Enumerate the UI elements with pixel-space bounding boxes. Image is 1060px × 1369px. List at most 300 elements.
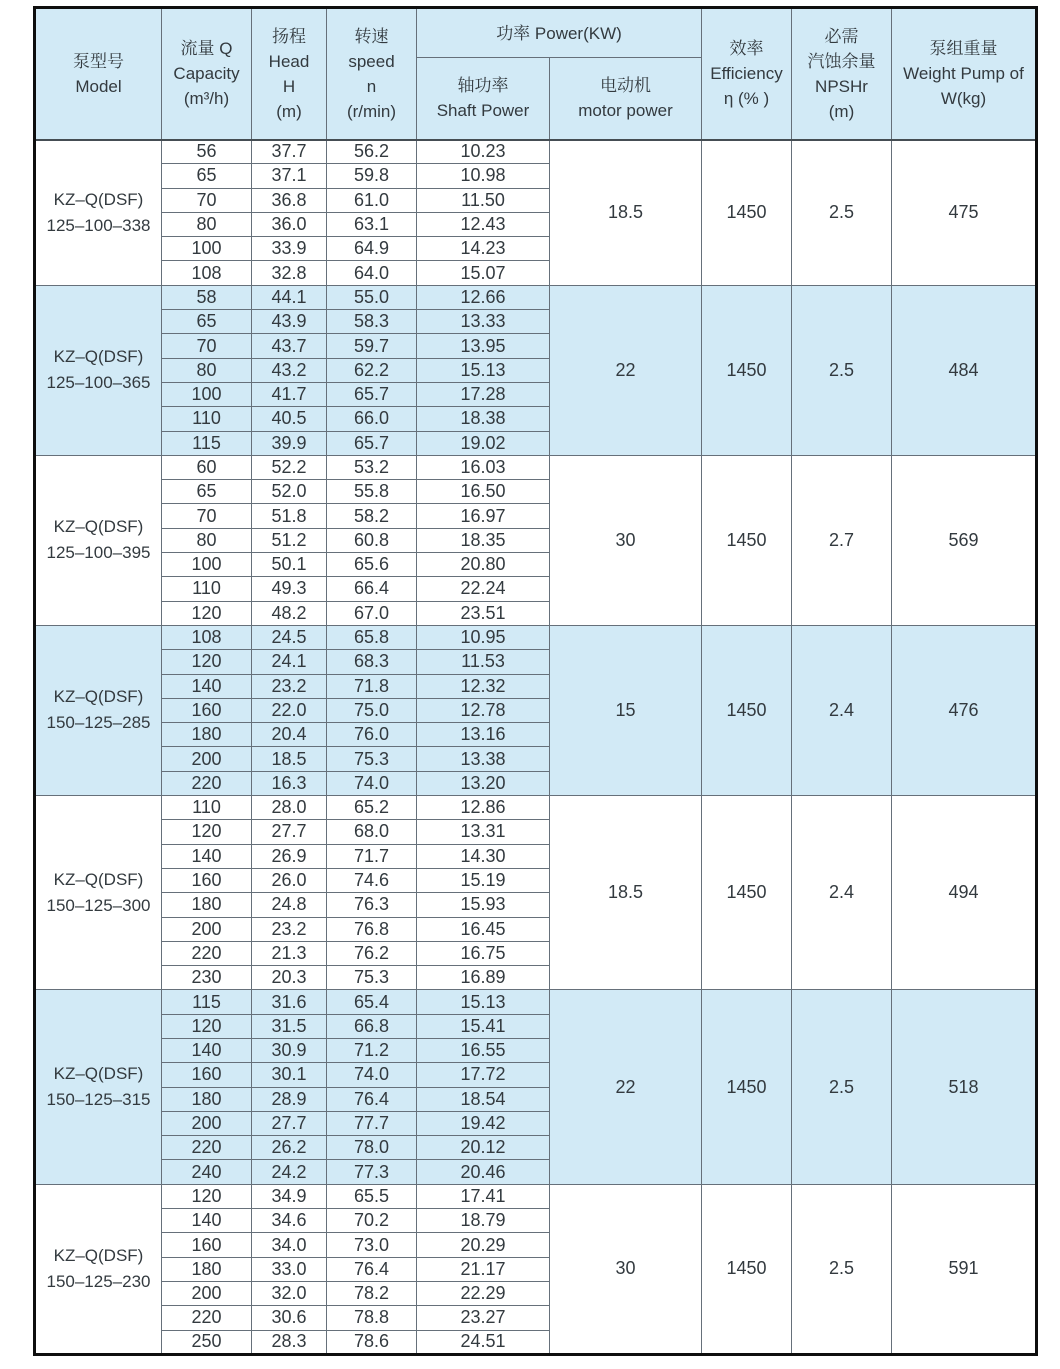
shaft-power-cell bbox=[417, 164, 550, 188]
shaft-power-cell-text: 16.75 bbox=[460, 942, 506, 963]
shaft-power-cell bbox=[417, 1014, 550, 1038]
head-cell-text: 43.7 bbox=[271, 335, 307, 356]
shaft-power-cell bbox=[417, 1111, 550, 1135]
speed-cell bbox=[327, 1136, 417, 1160]
npshr-cell-text: 2.4 bbox=[828, 882, 855, 903]
table-header bbox=[35, 8, 1037, 140]
header-head-zh: 扬程 bbox=[272, 26, 306, 46]
shaft-power-cell bbox=[417, 358, 550, 382]
shaft-power-cell-text: 20.46 bbox=[460, 1161, 506, 1182]
shaft-power-cell-text: 17.72 bbox=[460, 1064, 506, 1085]
head-cell-text: 24.2 bbox=[271, 1161, 307, 1182]
capacity-cell bbox=[162, 1063, 252, 1087]
capacity-cell bbox=[162, 382, 252, 406]
capacity-cell-text: 120 bbox=[191, 651, 222, 672]
head-cell-text: 16.3 bbox=[271, 772, 307, 793]
speed-cell-text: 59.7 bbox=[353, 335, 390, 356]
capacity-cell-text: 240 bbox=[191, 1161, 222, 1182]
header-speed-unit: (r/min) bbox=[346, 101, 397, 121]
speed-cell bbox=[327, 140, 417, 164]
capacity-cell-text: 110 bbox=[192, 408, 221, 429]
speed-cell-text: 67.0 bbox=[353, 602, 390, 623]
speed-cell-text: 66.4 bbox=[353, 578, 390, 599]
capacity-cell bbox=[162, 820, 252, 844]
head-cell bbox=[252, 480, 327, 504]
header-motor-power bbox=[550, 58, 702, 140]
npshr-cell bbox=[792, 285, 892, 455]
speed-cell bbox=[327, 285, 417, 309]
capacity-cell bbox=[162, 1184, 252, 1208]
weight-cell bbox=[892, 1184, 1037, 1354]
speed-cell-text: 75.3 bbox=[353, 967, 390, 988]
shaft-power-cell bbox=[417, 747, 550, 771]
speed-cell-text: 76.2 bbox=[353, 942, 390, 963]
shaft-power-cell-text: 18.38 bbox=[460, 408, 506, 429]
speed-cell bbox=[327, 674, 417, 698]
capacity-cell-text: 120 bbox=[191, 1015, 222, 1036]
table-row bbox=[35, 1184, 1037, 1208]
speed-cell-text: 65.6 bbox=[353, 554, 390, 575]
speed-cell bbox=[327, 237, 417, 261]
table-row bbox=[35, 140, 1037, 164]
capacity-cell-text: 65 bbox=[196, 165, 217, 186]
head-cell bbox=[252, 1209, 327, 1233]
head-cell-text: 22.0 bbox=[271, 699, 307, 720]
shaft-power-cell bbox=[417, 650, 550, 674]
speed-cell-text: 77.7 bbox=[353, 1113, 390, 1134]
head-cell bbox=[252, 504, 327, 528]
capacity-cell bbox=[162, 1257, 252, 1281]
speed-cell bbox=[327, 601, 417, 625]
npshr-cell-text: 2.4 bbox=[828, 699, 855, 720]
header-npshr-unit: (m) bbox=[828, 101, 855, 121]
head-cell-text: 20.3 bbox=[271, 967, 307, 988]
shaft-power-cell bbox=[417, 698, 550, 722]
capacity-cell bbox=[162, 188, 252, 212]
shaft-power-cell bbox=[417, 310, 550, 334]
capacity-cell-text: 220 bbox=[191, 1307, 222, 1328]
capacity-cell-text: 110 bbox=[192, 797, 221, 818]
weight-cell bbox=[892, 140, 1037, 286]
model-cell-text: KZ–Q(DSF) bbox=[53, 347, 144, 367]
capacity-cell-text: 58 bbox=[196, 286, 217, 307]
capacity-cell bbox=[162, 990, 252, 1014]
shaft-power-cell-text: 10.98 bbox=[460, 165, 506, 186]
head-cell bbox=[252, 747, 327, 771]
capacity-cell-text: 108 bbox=[191, 627, 222, 648]
shaft-power-cell-text: 16.89 bbox=[460, 967, 506, 988]
speed-cell-text: 71.7 bbox=[353, 845, 390, 866]
speed-cell-text: 65.8 bbox=[353, 627, 390, 648]
shaft-power-cell bbox=[417, 1209, 550, 1233]
capacity-cell bbox=[162, 1087, 252, 1111]
speed-cell-text: 59.8 bbox=[353, 165, 390, 186]
efficiency-cell bbox=[702, 1184, 792, 1354]
speed-cell-text: 71.2 bbox=[353, 1040, 390, 1061]
header-weight bbox=[892, 8, 1037, 140]
head-cell-text: 24.1 bbox=[271, 651, 307, 672]
weight-cell bbox=[892, 625, 1037, 795]
weight-cell-text: 484 bbox=[948, 359, 979, 380]
shaft-power-cell-text: 20.80 bbox=[460, 554, 506, 575]
capacity-cell bbox=[162, 893, 252, 917]
model-cell bbox=[35, 285, 162, 455]
motor-power-cell-text: 30 bbox=[615, 529, 636, 550]
header-speed-zh: 转速 bbox=[354, 26, 389, 46]
speed-cell-text: 73.0 bbox=[353, 1234, 390, 1255]
speed-cell-text: 65.7 bbox=[353, 432, 390, 453]
head-cell-text: 51.2 bbox=[271, 529, 307, 550]
efficiency-cell-text: 1450 bbox=[726, 359, 767, 380]
capacity-cell bbox=[162, 164, 252, 188]
head-cell bbox=[252, 650, 327, 674]
capacity-cell bbox=[162, 140, 252, 164]
shaft-power-cell-text: 12.78 bbox=[460, 699, 506, 720]
head-cell-text: 18.5 bbox=[271, 748, 307, 769]
model-cell-text: KZ–Q(DSF) bbox=[53, 1064, 144, 1084]
capacity-cell-text: 120 bbox=[191, 1185, 222, 1206]
speed-cell-text: 78.6 bbox=[353, 1331, 390, 1352]
capacity-cell-text: 115 bbox=[192, 432, 221, 453]
header-weight-unit: W(kg) bbox=[940, 89, 987, 109]
shaft-power-cell bbox=[417, 212, 550, 236]
motor-power-cell-text: 18.5 bbox=[607, 202, 644, 223]
header-efficiency-unit: η (% ) bbox=[723, 89, 770, 109]
speed-cell-text: 75.3 bbox=[353, 748, 390, 769]
capacity-cell-text: 200 bbox=[191, 1113, 222, 1134]
shaft-power-cell-text: 13.31 bbox=[460, 821, 506, 842]
speed-cell bbox=[327, 164, 417, 188]
speed-cell bbox=[327, 990, 417, 1014]
head-cell bbox=[252, 1087, 327, 1111]
npshr-cell bbox=[792, 1184, 892, 1354]
capacity-cell-text: 200 bbox=[191, 918, 222, 939]
head-cell bbox=[252, 674, 327, 698]
speed-cell bbox=[327, 966, 417, 990]
capacity-cell bbox=[162, 310, 252, 334]
head-cell bbox=[252, 625, 327, 649]
speed-cell-text: 66.0 bbox=[353, 408, 390, 429]
head-cell-text: 43.9 bbox=[271, 311, 307, 332]
efficiency-cell-text: 1450 bbox=[726, 529, 767, 550]
head-cell-text: 33.9 bbox=[271, 238, 307, 259]
head-cell-text: 30.6 bbox=[271, 1307, 307, 1328]
speed-cell bbox=[327, 577, 417, 601]
head-cell bbox=[252, 212, 327, 236]
head-cell-text: 51.8 bbox=[271, 505, 307, 526]
shaft-power-cell bbox=[417, 334, 550, 358]
capacity-cell-text: 100 bbox=[191, 384, 222, 405]
head-cell bbox=[252, 820, 327, 844]
header-model bbox=[35, 8, 162, 140]
shaft-power-cell bbox=[417, 1184, 550, 1208]
efficiency-cell bbox=[702, 990, 792, 1184]
speed-cell-text: 58.3 bbox=[353, 311, 390, 332]
capacity-cell bbox=[162, 553, 252, 577]
speed-cell-text: 74.6 bbox=[353, 870, 390, 891]
motor-power-cell bbox=[550, 1184, 702, 1354]
speed-cell-text: 61.0 bbox=[353, 189, 390, 210]
capacity-cell-text: 140 bbox=[191, 845, 222, 866]
capacity-cell bbox=[162, 334, 252, 358]
head-cell bbox=[252, 358, 327, 382]
capacity-cell-text: 160 bbox=[191, 1064, 222, 1085]
shaft-power-cell bbox=[417, 1330, 550, 1354]
table-row bbox=[35, 625, 1037, 649]
header-speed-symbol: n bbox=[366, 76, 377, 96]
speed-cell bbox=[327, 698, 417, 722]
speed-cell bbox=[327, 407, 417, 431]
header-motor-zh: 电动机 bbox=[600, 76, 651, 96]
head-cell bbox=[252, 1014, 327, 1038]
capacity-cell-text: 100 bbox=[191, 554, 222, 575]
head-cell bbox=[252, 577, 327, 601]
shaft-power-cell bbox=[417, 844, 550, 868]
speed-cell bbox=[327, 1257, 417, 1281]
header-efficiency-en: Efficiency bbox=[710, 64, 783, 84]
shaft-power-cell bbox=[417, 577, 550, 601]
shaft-power-cell bbox=[417, 820, 550, 844]
speed-cell bbox=[327, 1209, 417, 1233]
efficiency-cell bbox=[702, 455, 792, 625]
shaft-power-cell bbox=[417, 966, 550, 990]
speed-cell-text: 78.0 bbox=[353, 1137, 390, 1158]
capacity-cell bbox=[162, 1111, 252, 1135]
npshr-cell bbox=[792, 140, 892, 286]
shaft-power-cell-text: 20.29 bbox=[460, 1234, 506, 1255]
header-head-symbol: H bbox=[282, 76, 296, 96]
speed-cell-text: 76.8 bbox=[353, 918, 390, 939]
shaft-power-cell-text: 12.66 bbox=[460, 286, 506, 307]
shaft-power-cell-text: 19.02 bbox=[460, 432, 506, 453]
speed-cell-text: 75.0 bbox=[353, 699, 390, 720]
speed-cell bbox=[327, 358, 417, 382]
shaft-power-cell-text: 13.95 bbox=[460, 335, 506, 356]
speed-cell bbox=[327, 771, 417, 795]
shaft-power-cell-text: 22.29 bbox=[460, 1283, 506, 1304]
speed-cell bbox=[327, 212, 417, 236]
head-cell-text: 48.2 bbox=[271, 602, 307, 623]
shaft-power-cell bbox=[417, 1257, 550, 1281]
head-cell bbox=[252, 382, 327, 406]
capacity-cell-text: 120 bbox=[191, 821, 222, 842]
header-speed-en: speed bbox=[348, 51, 395, 71]
head-cell-text: 20.4 bbox=[271, 724, 307, 745]
speed-cell bbox=[327, 1111, 417, 1135]
speed-cell bbox=[327, 1063, 417, 1087]
head-cell bbox=[252, 1233, 327, 1257]
head-cell bbox=[252, 164, 327, 188]
head-cell-text: 26.9 bbox=[271, 845, 307, 866]
shaft-power-cell bbox=[417, 553, 550, 577]
speed-cell bbox=[327, 1087, 417, 1111]
head-cell-text: 36.0 bbox=[271, 214, 307, 235]
model-cell-text: KZ–Q(DSF) bbox=[53, 1245, 144, 1265]
shaft-power-cell bbox=[417, 1063, 550, 1087]
speed-cell bbox=[327, 796, 417, 820]
capacity-cell bbox=[162, 577, 252, 601]
speed-cell-text: 68.0 bbox=[353, 821, 390, 842]
weight-cell-text: 569 bbox=[948, 529, 979, 550]
npshr-cell-text: 2.5 bbox=[828, 359, 855, 380]
shaft-power-cell-text: 13.20 bbox=[460, 772, 506, 793]
efficiency-cell bbox=[702, 285, 792, 455]
shaft-power-cell-text: 24.51 bbox=[460, 1331, 506, 1352]
motor-power-cell-text: 22 bbox=[615, 359, 636, 380]
capacity-cell-text: 80 bbox=[196, 214, 217, 235]
shaft-power-cell-text: 20.12 bbox=[460, 1137, 506, 1158]
head-cell-text: 52.2 bbox=[271, 457, 307, 477]
speed-cell bbox=[327, 334, 417, 358]
shaft-power-cell-text: 15.13 bbox=[460, 359, 506, 380]
capacity-cell-text: 80 bbox=[196, 529, 217, 550]
capacity-cell bbox=[162, 917, 252, 941]
capacity-cell-text: 140 bbox=[191, 1210, 222, 1231]
shaft-power-cell bbox=[417, 601, 550, 625]
model-cell bbox=[35, 140, 162, 286]
shaft-power-cell bbox=[417, 893, 550, 917]
head-cell-text: 23.2 bbox=[271, 918, 307, 939]
shaft-power-cell bbox=[417, 237, 550, 261]
weight-cell bbox=[892, 285, 1037, 455]
head-cell-text: 50.1 bbox=[271, 554, 307, 575]
shaft-power-cell-text: 11.50 bbox=[461, 189, 505, 210]
table-row bbox=[35, 796, 1037, 820]
shaft-power-cell-text: 17.41 bbox=[460, 1185, 506, 1206]
shaft-power-cell-text: 19.42 bbox=[460, 1113, 506, 1134]
head-cell bbox=[252, 188, 327, 212]
shaft-power-cell-text: 21.17 bbox=[460, 1258, 506, 1279]
capacity-cell-text: 220 bbox=[191, 1137, 222, 1158]
motor-power-cell bbox=[550, 455, 702, 625]
shaft-power-cell-text: 16.03 bbox=[460, 457, 506, 477]
capacity-cell bbox=[162, 674, 252, 698]
model-cell bbox=[35, 990, 162, 1184]
shaft-power-cell bbox=[417, 431, 550, 455]
head-cell-text: 28.9 bbox=[271, 1088, 307, 1109]
model-cell-text: KZ–Q(DSF) bbox=[53, 517, 144, 537]
shaft-power-cell bbox=[417, 407, 550, 431]
head-cell bbox=[252, 917, 327, 941]
head-cell bbox=[252, 1281, 327, 1305]
speed-cell-text: 74.0 bbox=[353, 1064, 390, 1085]
header-weight-zh: 泵组重量 bbox=[929, 39, 998, 59]
shaft-power-cell bbox=[417, 140, 550, 164]
head-cell bbox=[252, 990, 327, 1014]
capacity-cell-text: 56 bbox=[196, 141, 217, 162]
shaft-power-cell-text: 15.19 bbox=[460, 870, 506, 891]
speed-cell-text: 66.8 bbox=[353, 1015, 390, 1036]
shaft-power-cell bbox=[417, 625, 550, 649]
speed-cell-text: 74.0 bbox=[353, 772, 390, 793]
head-cell bbox=[252, 966, 327, 990]
capacity-cell bbox=[162, 358, 252, 382]
shaft-power-cell-text: 18.79 bbox=[460, 1210, 506, 1231]
shaft-power-cell bbox=[417, 868, 550, 892]
capacity-cell-text: 100 bbox=[191, 238, 222, 259]
head-cell bbox=[252, 698, 327, 722]
table-row bbox=[35, 990, 1037, 1014]
capacity-cell bbox=[162, 480, 252, 504]
efficiency-cell-text: 1450 bbox=[726, 1258, 767, 1279]
efficiency-cell bbox=[702, 625, 792, 795]
shaft-power-cell-text: 13.33 bbox=[460, 311, 506, 332]
header-weight-en: Weight Pump of bbox=[903, 64, 1024, 84]
speed-cell bbox=[327, 844, 417, 868]
shaft-power-cell bbox=[417, 1136, 550, 1160]
weight-cell bbox=[892, 796, 1037, 990]
header-npshr bbox=[792, 8, 892, 140]
head-cell-text: 28.3 bbox=[271, 1331, 307, 1352]
capacity-cell-text: 220 bbox=[191, 772, 222, 793]
capacity-cell bbox=[162, 1136, 252, 1160]
capacity-cell bbox=[162, 698, 252, 722]
efficiency-cell-text: 1450 bbox=[726, 699, 767, 720]
capacity-cell bbox=[162, 1038, 252, 1062]
speed-cell-text: 55.0 bbox=[353, 286, 390, 307]
shaft-power-cell-text: 12.43 bbox=[460, 214, 506, 235]
shaft-power-cell bbox=[417, 455, 550, 479]
capacity-cell bbox=[162, 966, 252, 990]
header-capacity-unit: (m³/h) bbox=[183, 89, 230, 109]
header-speed bbox=[327, 8, 417, 140]
speed-cell bbox=[327, 893, 417, 917]
header-model-zh: 泵型号 bbox=[73, 51, 124, 71]
head-cell-text: 34.9 bbox=[271, 1185, 307, 1206]
header-head-unit: (m) bbox=[276, 101, 302, 121]
shaft-power-cell bbox=[417, 796, 550, 820]
shaft-power-cell-text: 10.23 bbox=[460, 141, 506, 162]
weight-cell-text: 475 bbox=[948, 202, 979, 223]
capacity-cell bbox=[162, 1233, 252, 1257]
motor-power-cell bbox=[550, 990, 702, 1184]
efficiency-cell-text: 1450 bbox=[726, 202, 767, 223]
shaft-power-cell-text: 23.51 bbox=[460, 602, 506, 623]
speed-cell-text: 71.8 bbox=[353, 675, 390, 696]
capacity-cell-text: 200 bbox=[191, 748, 222, 769]
head-cell-text: 32.0 bbox=[271, 1283, 307, 1304]
shaft-power-cell-text: 11.53 bbox=[461, 651, 505, 672]
capacity-cell-text: 180 bbox=[191, 724, 222, 745]
speed-cell-text: 63.1 bbox=[353, 214, 390, 235]
capacity-cell-text: 70 bbox=[196, 505, 217, 526]
model-cell-text: KZ–Q(DSF) bbox=[53, 869, 144, 889]
header-capacity-zh: 流量 Q bbox=[180, 39, 233, 59]
speed-cell-text: 65.7 bbox=[353, 384, 390, 405]
capacity-cell-text: 110 bbox=[192, 578, 221, 599]
speed-cell-text: 70.2 bbox=[353, 1210, 390, 1231]
shaft-power-cell bbox=[417, 261, 550, 285]
speed-cell-text: 68.3 bbox=[353, 651, 390, 672]
table-row bbox=[35, 455, 1037, 479]
capacity-cell-text: 180 bbox=[191, 894, 222, 915]
head-cell-text: 37.1 bbox=[271, 165, 307, 186]
capacity-cell-text: 60 bbox=[196, 457, 217, 477]
header-head bbox=[252, 8, 327, 140]
capacity-cell bbox=[162, 261, 252, 285]
head-cell bbox=[252, 455, 327, 479]
shaft-power-cell-text: 12.32 bbox=[460, 675, 506, 696]
head-cell bbox=[252, 893, 327, 917]
speed-cell bbox=[327, 261, 417, 285]
head-cell-text: 32.8 bbox=[271, 262, 307, 283]
shaft-power-cell bbox=[417, 528, 550, 552]
motor-power-cell bbox=[550, 285, 702, 455]
shaft-power-cell bbox=[417, 1038, 550, 1062]
shaft-power-cell bbox=[417, 990, 550, 1014]
head-cell-text: 52.0 bbox=[271, 481, 307, 502]
speed-cell-text: 65.5 bbox=[353, 1185, 390, 1206]
